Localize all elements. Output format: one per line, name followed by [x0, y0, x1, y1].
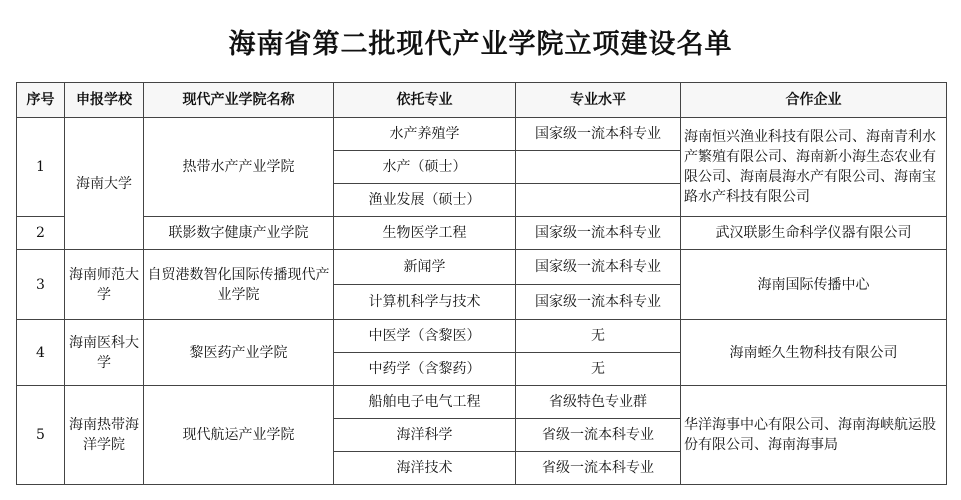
- header-major: 依托专业: [334, 83, 516, 118]
- row-enterprise: 华洋海事中心有限公司、海南海峡航运股份有限公司、海南海事局: [681, 386, 947, 485]
- row-enterprise: 武汉联影生命科学仪器有限公司: [681, 217, 947, 250]
- row-school: 海南大学: [65, 118, 144, 250]
- row-index: 2: [17, 217, 65, 250]
- row-enterprise: 海南国际传播中心: [681, 250, 947, 320]
- row-index: 4: [17, 320, 65, 386]
- row-school: 海南热带海洋学院: [65, 386, 144, 485]
- row-major: 船舶电子电气工程: [334, 386, 516, 419]
- row-level: 国家级一流本科专业: [516, 118, 681, 151]
- page-title: 海南省第二批现代产业学院立项建设名单: [228, 29, 733, 60]
- row-level: 省级特色专业群: [516, 386, 681, 419]
- row-major: 中药学（含黎药）: [334, 353, 516, 386]
- row-level: 无: [516, 320, 681, 353]
- row-major: 计算机科学与技术: [334, 285, 516, 320]
- project-list-table: [16, 82, 947, 485]
- table-header-row: [17, 83, 947, 118]
- row-enterprise: 海南蛭久生物科技有限公司: [681, 320, 947, 386]
- row-college: 热带水产产业学院: [144, 118, 334, 217]
- row-school: 海南医科大学: [65, 320, 144, 386]
- row-index: 3: [17, 250, 65, 320]
- row-college: 黎医药产业学院: [144, 320, 334, 386]
- table-row: [17, 386, 947, 419]
- row-college: 自贸港数智化国际传播现代产业学院: [144, 250, 334, 320]
- row-college: 现代航运产业学院: [144, 386, 334, 485]
- row-level: 国家级一流本科专业: [516, 285, 681, 320]
- row-major: 水产（硕士）: [334, 151, 516, 184]
- row-major: 生物医学工程: [334, 217, 516, 250]
- row-level: 无: [516, 353, 681, 386]
- row-level: 国家级一流本科专业: [516, 250, 681, 285]
- header-index: 序号: [17, 83, 65, 118]
- row-major: 渔业发展（硕士）: [334, 184, 516, 217]
- row-level: 省级一流本科专业: [516, 452, 681, 485]
- table-row: [17, 250, 947, 285]
- row-major: 水产养殖学: [334, 118, 516, 151]
- row-index: 5: [17, 386, 65, 485]
- row-school: 海南师范大学: [65, 250, 144, 320]
- row-enterprise: 海南恒兴渔业科技有限公司、海南青利水产繁殖有限公司、海南新小海生态农业有限公司、海南晨海水产有限公司、海南宝路水产科技有限公司: [681, 118, 947, 217]
- row-major: 中医学（含黎医）: [334, 320, 516, 353]
- row-index: 1: [17, 118, 65, 217]
- table-row: [17, 320, 947, 353]
- header-enterprise: 合作企业: [681, 83, 947, 118]
- row-level: [516, 184, 681, 217]
- table-row: [17, 118, 947, 151]
- header-school: 申报学校: [65, 83, 144, 118]
- row-major: 海洋科学: [334, 419, 516, 452]
- row-level: 省级一流本科专业: [516, 419, 681, 452]
- header-level: 专业水平: [516, 83, 681, 118]
- row-level: [516, 151, 681, 184]
- row-major: 新闻学: [334, 250, 516, 285]
- table-row: [17, 217, 947, 250]
- row-college: 联影数字健康产业学院: [144, 217, 334, 250]
- header-college: 现代产业学院名称: [144, 83, 334, 118]
- row-level: 国家级一流本科专业: [516, 217, 681, 250]
- row-major: 海洋技术: [334, 452, 516, 485]
